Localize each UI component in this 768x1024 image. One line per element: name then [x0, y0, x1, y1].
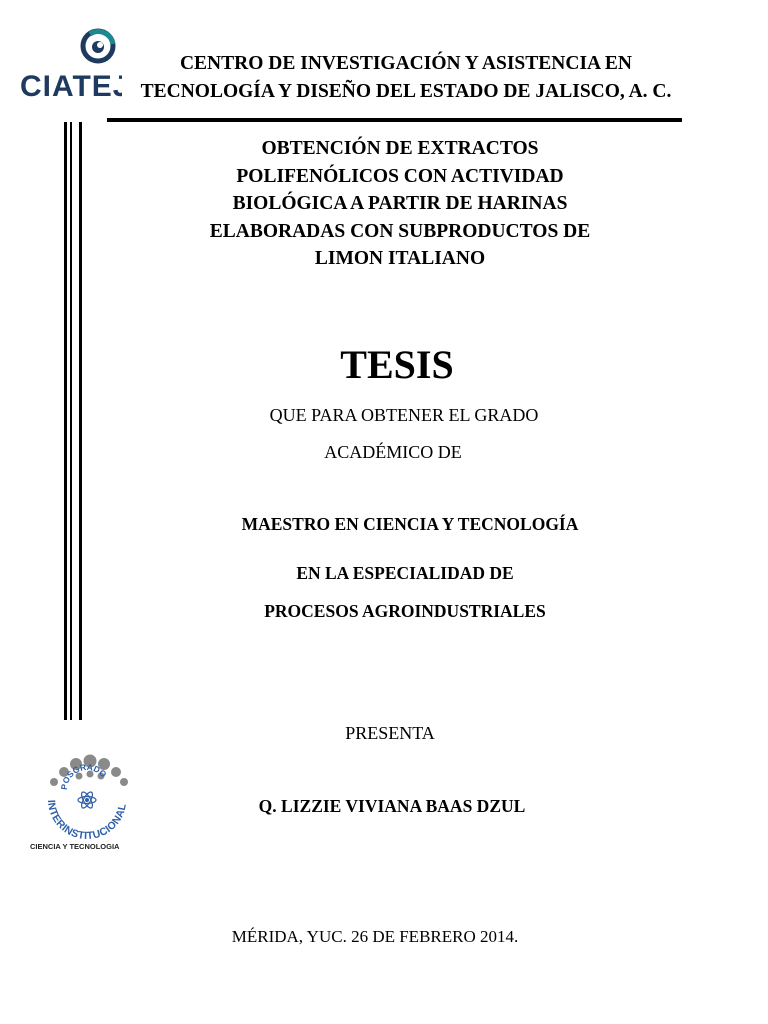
vertical-rule	[64, 122, 67, 720]
institution-name	[126, 50, 686, 106]
vertical-rule	[70, 122, 72, 720]
title-line: POLIFENÓLICOS CON ACTIVIDAD	[236, 165, 564, 187]
svg-text:CIATEJ: CIATEJ	[20, 70, 122, 102]
place-and-date: MÉRIDA, YUC. 26 DE FEBRERO 2014.	[231, 927, 519, 946]
posgrado-logo-caption: CIENCIA Y TECNOLOGIA	[30, 842, 120, 851]
svg-text:INTERINSTITUCIONAL: INTERINSTITUCIONAL	[44, 799, 129, 843]
header-rule	[107, 118, 682, 122]
thesis-title	[180, 135, 620, 273]
title-line: BIOLÓGICA A PARTIR DE HARINAS	[232, 193, 568, 214]
specialty-line-2: PROCESOS AGROINDUSTRIALES	[264, 601, 546, 621]
specialty-line-1: EN LA ESPECIALIDAD DE	[296, 563, 514, 583]
vertical-rule	[79, 122, 82, 720]
presenta-label: PRESENTA	[345, 723, 435, 743]
title-line: ELABORADAS CON SUBPRODUCTOS DE	[209, 220, 591, 242]
institution-line-2: TECNOLOGÍA Y DISEÑO DEL ESTADO DE JALISCO, A. C.	[140, 81, 672, 102]
svg-text:POSGRADO: POSGRADO	[58, 761, 109, 791]
document-type: TESIS	[340, 342, 454, 387]
institution-line-1: CENTRO DE INVESTIGACIÓN Y ASISTENCIA EN	[179, 53, 633, 74]
subtitle-line-2: ACADÉMICO DE	[324, 442, 462, 462]
title-line: LIMON ITALIANO	[314, 248, 486, 269]
degree: MAESTRO EN CIENCIA Y TECNOLOGÍA	[241, 514, 579, 534]
subtitle-line-1: QUE PARA OBTENER EL GRADO	[269, 405, 539, 425]
ciatej-logo	[18, 26, 122, 102]
title-line: OBTENCIÓN DE EXTRACTOS	[261, 138, 539, 159]
author-name: Q. LIZZIE VIVIANA BAAS DZUL	[258, 796, 526, 816]
